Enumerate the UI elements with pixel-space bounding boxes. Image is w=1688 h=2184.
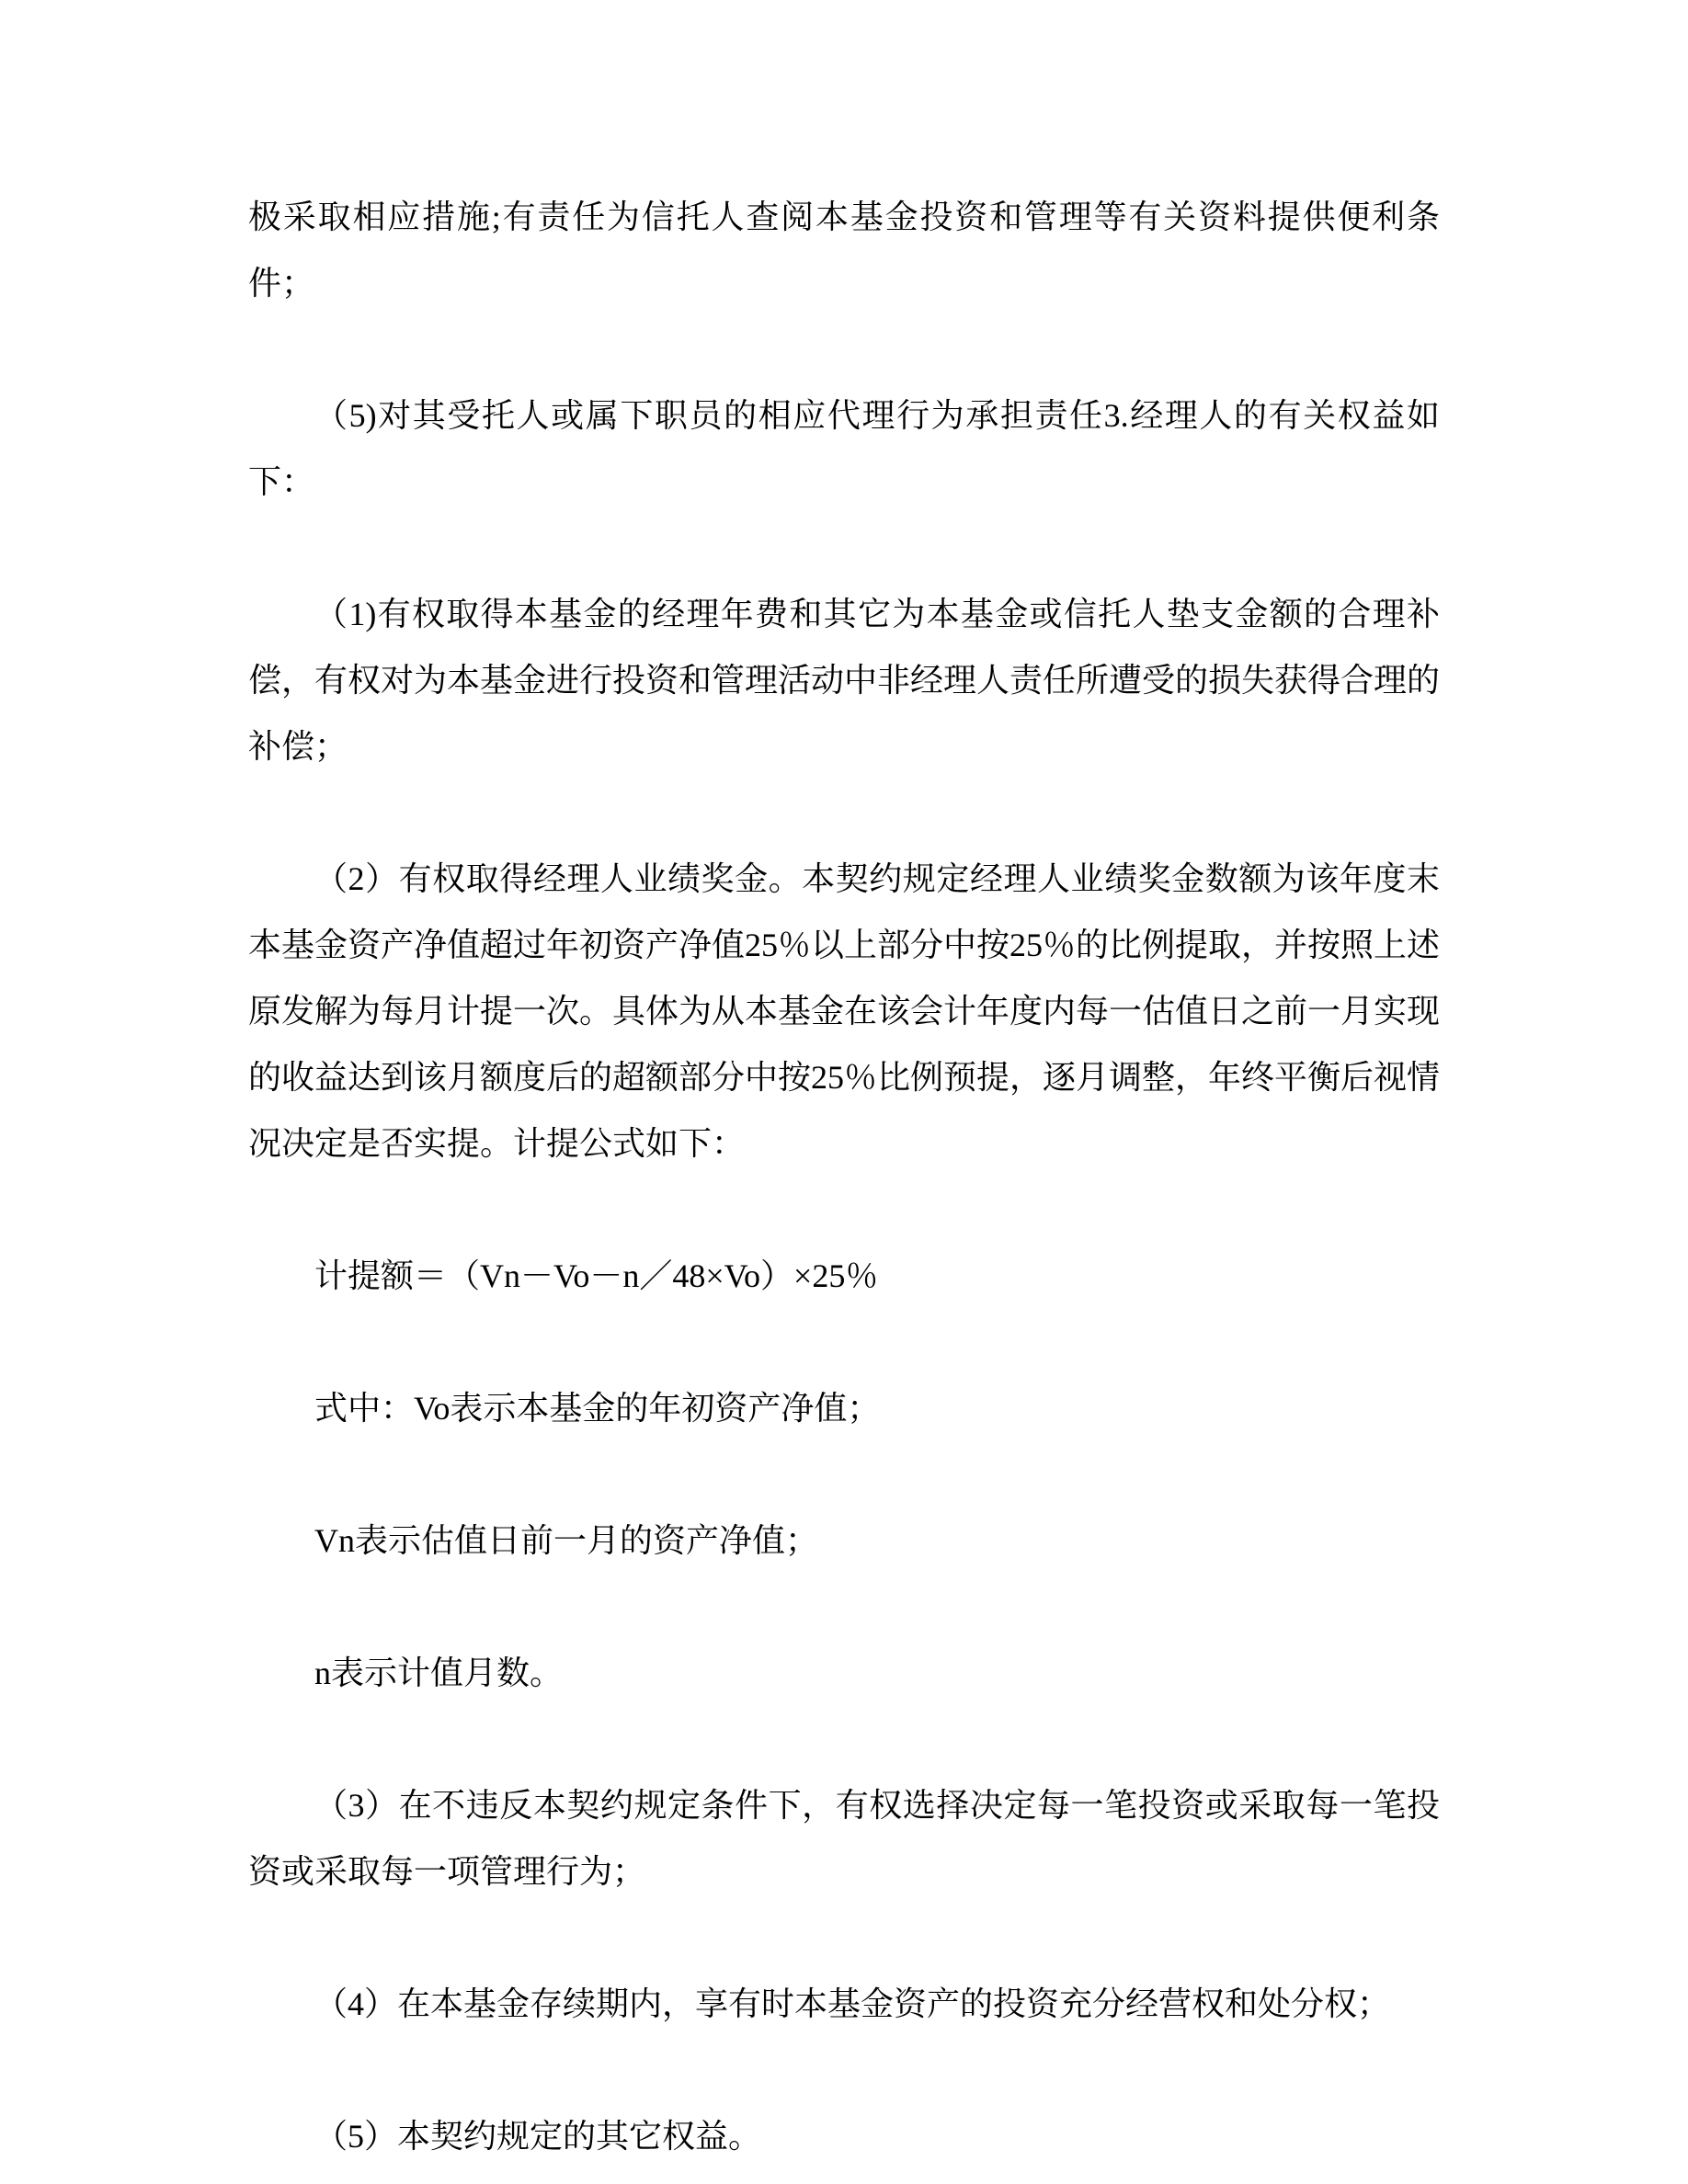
formula-definition-n: n表示计值月数。	[314, 1655, 564, 1691]
formula-definition-vo: 式中：Vo表示本基金的年初资产净值；	[314, 1390, 881, 1427]
paragraph-right-1-compensation: （1)有权取得本基金的经理年费和其它为本基金或信托人垫支金额的合理补偿，有权对为本基金进行投资和管理活动中非经理人责任所遭受的损失获得合理的补偿；	[248, 596, 1441, 765]
document-body	[248, 184, 1440, 2169]
paragraph-right-3-investment-decision: （3）在不违反本契约规定条件下，有权选择决定每一笔投资或采取每一笔投资或采取每一项管理行为；	[248, 1787, 1440, 1890]
formula-definition-vn: Vn表示估值日前一月的资产净值；	[314, 1522, 818, 1559]
paragraph-right-2-performance-bonus: （2）有权取得经理人业绩奖金。本契约规定经理人业绩奖金数额为该年度末本基金资产净值超过年初资产净值25％以上部分中按25％的比例提取，并按照上述原发解为每月计提一次。具体为从本基金在该会计年度内每一估值日之前一月实现的收益达到该月额度后的超额部分中按25％比例预提，逐月调整，年终平衡后视情况决定是否实提。计提公式如下：	[248, 860, 1441, 1162]
formula-accrual-amount: 计提额＝（Vn－Vo－n／48×Vo）×25％	[314, 1257, 879, 1294]
paragraph-continuation: 极采取相应措施;有责任为信托人查阅本基金投资和管理等有关资料提供便利条件；	[248, 199, 1440, 301]
paragraph-right-4-management-rights: （4）在本基金存续期内，享有时本基金资产的投资充分经营权和处分权；	[314, 1985, 1391, 2022]
paragraph-right-5-other-rights: （5）本契约规定的其它权益。	[314, 2118, 762, 2155]
paragraph-clause-5-agent-liability: （5)对其受托人或属下职员的相应代理行为承担责任3.经理人的有关权益如下：	[248, 397, 1440, 500]
